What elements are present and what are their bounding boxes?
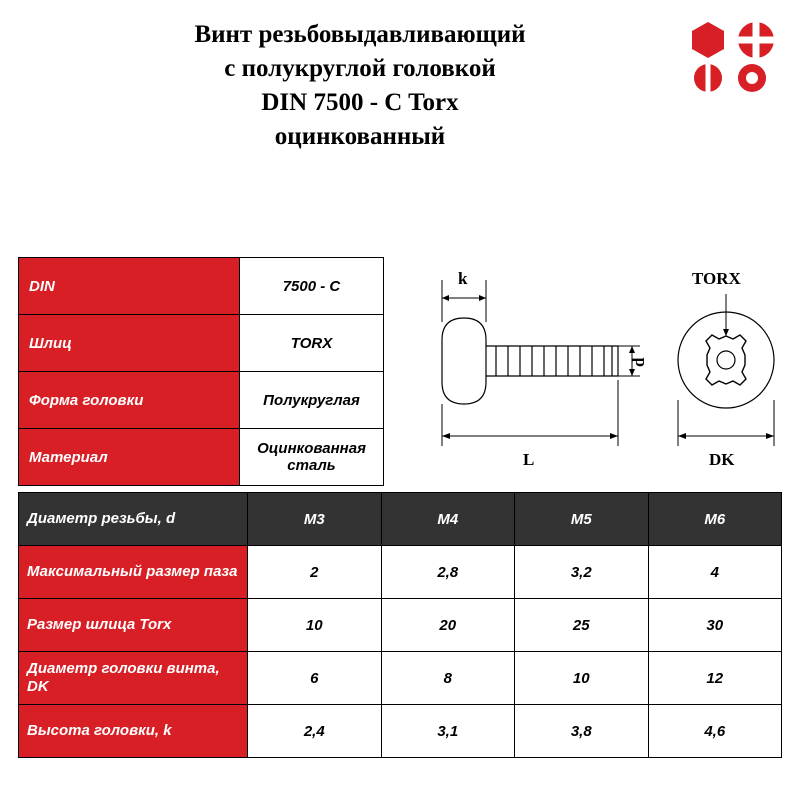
spec-table: [18, 492, 782, 758]
spec-cell-head-height-m4: 3,1: [381, 705, 515, 758]
technical-drawing: [396, 250, 786, 480]
table-row: [19, 705, 782, 758]
spec-header-label: Диаметр резьбы, d: [19, 493, 248, 546]
spec-header-m6: М6: [648, 493, 782, 546]
spec-cell-max-slot-m5: 3,2: [515, 546, 649, 599]
info-value-head-form: Полукруглая: [240, 372, 384, 429]
spec-header-m5: М5: [515, 493, 649, 546]
info-value-shlits: TORX: [240, 315, 384, 372]
spec-row-label-head-diameter: Диаметр головки винта, DK: [19, 652, 248, 705]
dimension-label-k: k: [458, 269, 468, 288]
spec-cell-head-height-m5: 3,8: [515, 705, 649, 758]
title-line-2: с полукруглой головкой: [224, 55, 496, 82]
info-value-material: Оцинкованная сталь: [240, 429, 384, 486]
title-line-1: Винт резьбовыдавливающий: [194, 21, 526, 48]
dimension-label-d: d: [629, 357, 648, 367]
spec-cell-head-diameter-m5: 10: [515, 652, 649, 705]
table-row: [19, 258, 384, 315]
spec-row-label-max-slot: Максимальный размер паза: [19, 546, 248, 599]
dimension-label-L: L: [523, 450, 535, 469]
info-table: [18, 257, 384, 486]
info-label-shlits: Шлиц: [19, 315, 240, 372]
page-title: [60, 18, 660, 154]
title-line-4: оцинкованный: [274, 123, 446, 150]
spec-cell-torx-size-m4: 20: [381, 599, 515, 652]
spec-cell-torx-size-m6: 30: [648, 599, 782, 652]
dimension-DK: [678, 400, 774, 446]
split-disc-icon: [694, 62, 722, 92]
title-line-3: DIN 7500 - C Torx: [261, 89, 459, 116]
table-row: [19, 546, 782, 599]
spec-cell-torx-size-m5: 25: [515, 599, 649, 652]
spec-cell-max-slot-m4: 2,8: [381, 546, 515, 599]
spec-header-m3: М3: [248, 493, 382, 546]
spec-cell-torx-size-m3: 10: [248, 599, 382, 652]
spec-cell-head-diameter-m3: 6: [248, 652, 382, 705]
info-label-din: DIN: [19, 258, 240, 315]
spec-cell-head-diameter-m6: 12: [648, 652, 782, 705]
washer-cross-icon: [736, 20, 776, 60]
dimension-label-torx: TORX: [692, 269, 741, 288]
leader-torx: [723, 294, 729, 336]
table-row: [19, 315, 384, 372]
spec-header-m4: М4: [381, 493, 515, 546]
dimension-L: [442, 380, 618, 446]
dimension-label-dk: DK: [709, 450, 735, 469]
spec-cell-max-slot-m3: 2: [248, 546, 382, 599]
spec-cell-head-diameter-m4: 8: [381, 652, 515, 705]
info-label-head-form: Форма головки: [19, 372, 240, 429]
hex-bolt-logo: [690, 20, 776, 92]
info-value-din: 7500 - C: [240, 258, 384, 315]
table-row: [19, 372, 384, 429]
spec-cell-head-height-m6: 4,6: [648, 705, 782, 758]
table-header-row: [19, 493, 782, 546]
info-label-material: Материал: [19, 429, 240, 486]
spec-cell-head-height-m3: 2,4: [248, 705, 382, 758]
hex-nut-icon: [692, 22, 724, 58]
spec-cell-max-slot-m6: 4: [648, 546, 782, 599]
page-header: [0, 0, 800, 200]
screw-side-view-icon: [442, 318, 618, 404]
table-row: [19, 599, 782, 652]
ring-icon: [738, 64, 766, 92]
spec-row-label-head-height: Высота головки, k: [19, 705, 248, 758]
spec-row-label-torx-size: Размер шлица Torx: [19, 599, 248, 652]
table-row: [19, 429, 384, 486]
table-row: [19, 652, 782, 705]
